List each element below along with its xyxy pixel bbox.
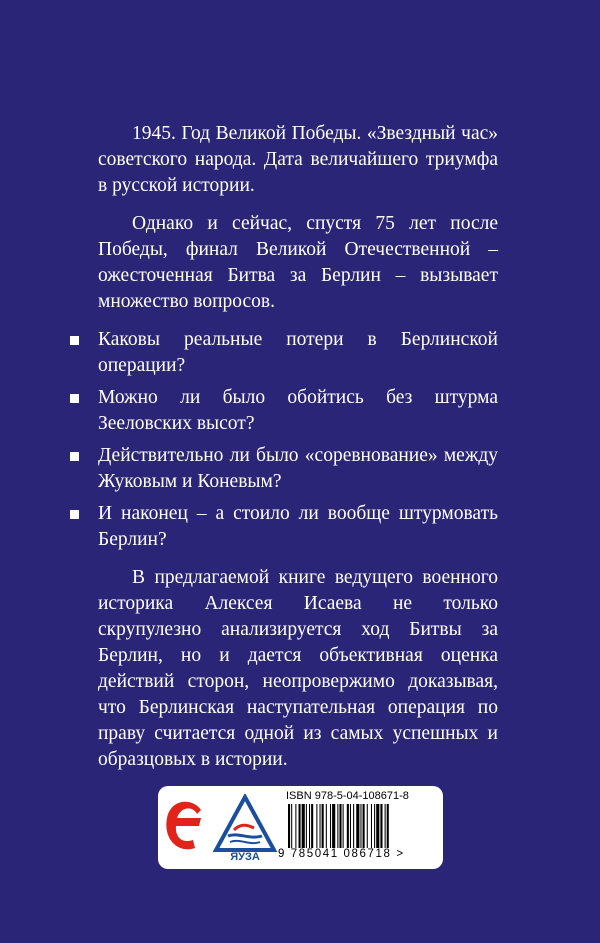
barcode-bar	[322, 804, 324, 848]
barcode-bar	[343, 804, 344, 848]
barcode-bar	[380, 804, 382, 848]
square-bullet-icon	[70, 394, 79, 403]
barcode-bar	[337, 804, 338, 848]
question-item	[70, 385, 498, 437]
question-text: Можно ли было обойтись без штурма Зееловских высот?	[98, 387, 498, 434]
annotation-text	[98, 121, 498, 785]
barcode-bar	[339, 804, 341, 848]
barcode-bar	[356, 804, 359, 848]
barcode-bar	[332, 804, 335, 848]
square-bullet-icon	[70, 336, 79, 345]
barcode-bar	[309, 804, 310, 848]
barcode-bar	[316, 804, 317, 848]
question-list	[98, 327, 498, 553]
barcode-bar	[350, 804, 351, 848]
question-item	[70, 327, 498, 379]
barcode-bar	[353, 804, 354, 848]
barcode-bar	[326, 804, 327, 848]
yauza-logo-icon	[210, 794, 280, 862]
barcode-bar	[291, 804, 292, 848]
question-item	[70, 501, 498, 553]
barcode-icon	[286, 804, 434, 852]
yauza-logo	[210, 794, 280, 862]
isbn-number: ISBN 978-5-04-108671-8	[286, 790, 409, 802]
barcode-bar	[387, 804, 389, 848]
barcode-bar	[363, 804, 365, 848]
barcode-bar	[374, 804, 375, 848]
barcode-bar	[371, 804, 372, 848]
barcode-bar	[299, 804, 301, 848]
barcode-bar	[311, 804, 313, 848]
barcode-bar	[367, 804, 368, 848]
question-lead-paragraph: Однако и сейчас, спустя 75 лет после Победы, финал Великой Отечественной – ожесточенная Битва за Берлин – вызывает множество вопросов.	[98, 213, 498, 312]
barcode-bar	[376, 804, 379, 848]
eksmo-logo-icon	[163, 796, 205, 858]
question-text: И наконец – а стоило ли вообще штурмовать Берлин?	[98, 503, 498, 550]
barcode-bar	[302, 804, 305, 848]
barcode-bar	[360, 804, 361, 848]
question-text: Каковы реальные потери в Берлинской операции?	[98, 329, 498, 376]
square-bullet-icon	[70, 452, 79, 461]
barcode-bar	[320, 804, 321, 848]
square-bullet-icon	[70, 510, 79, 519]
intro-paragraph: 1945. Год Великой Победы. «Звездный час» советского народа. Дата величайшего триумфа в русской истории.	[98, 123, 498, 196]
barcode-bar	[330, 804, 331, 848]
barcode-bar	[306, 804, 307, 848]
barcode-bar	[295, 804, 296, 848]
barcode-bar	[347, 804, 349, 848]
barcode-bar	[385, 804, 386, 848]
question-text: Действительно ли было «соревнование» между Жуковым и Коневым?	[98, 445, 498, 492]
question-item	[70, 443, 498, 495]
yauza-logo-text: ЯУЗА	[230, 851, 260, 862]
barcode-panel	[158, 786, 443, 869]
barcode-bar	[288, 804, 290, 848]
conclusion-paragraph: В предлагаемой книге ведущего военного историка Алексея Исаева не только скрупулезно анализируется ход Битвы за Берлин, но и дается объективная оценка действий сторон, неопровержимо доказывая, что Берлинская наступательная операция по праву считается одной из самых успешных и образцовых в истории.	[98, 567, 498, 770]
barcode-digits: 9 785041 086718 >	[278, 848, 405, 860]
